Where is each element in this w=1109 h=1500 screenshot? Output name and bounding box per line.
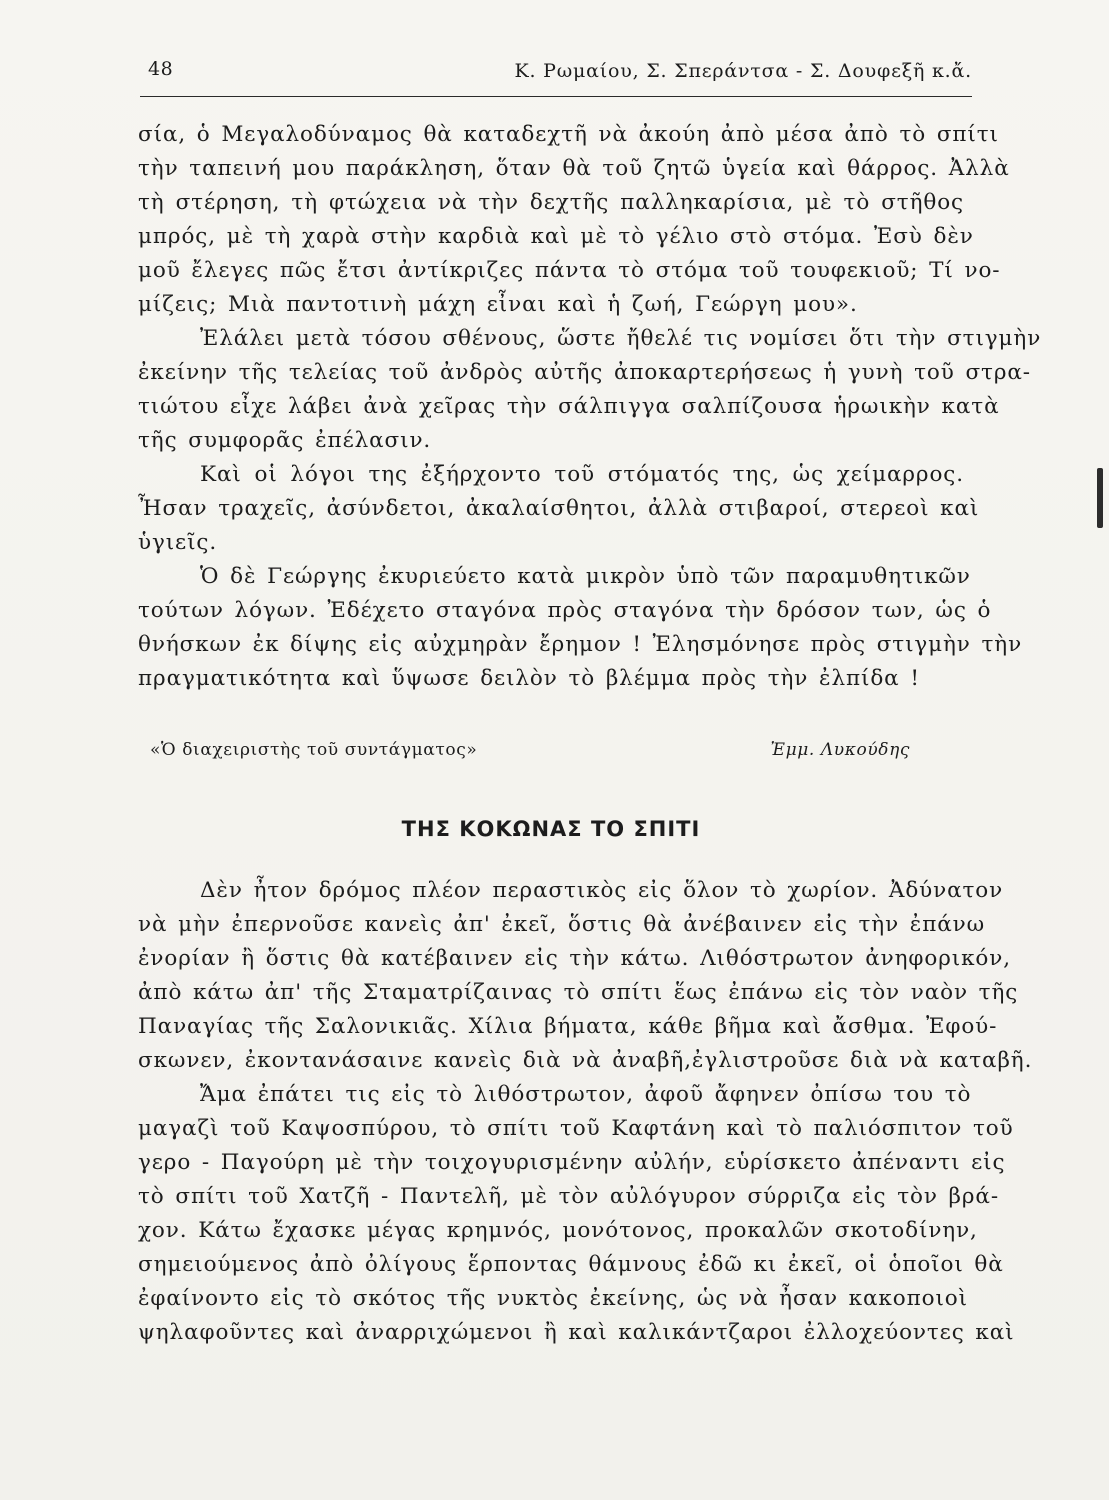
text-block-bottom [138,874,1033,1350]
text-line: ὑγιεῖς. [138,530,218,555]
text-line: μοῦ ἔλεγες πῶς ἔτσι ἀντίκριζες πάντα τὸ στόμα τοῦ τουφεκιοῦ; Τί νο- [138,258,1001,283]
section-title: ΤΗΣ ΚΟΚΩΝΑΣ ΤΟ ΣΠΙΤΙ [401,817,701,841]
text-line: τὴν ταπεινή μου παράκληση, ὅταν θὰ τοῦ ζητῶ ὑγεία καὶ θάρρος. Ἀλλὰ [138,156,1010,181]
text-line: τὴ στέρηση, τὴ φτώχεια νὰ τὴν δεχτῆς παλληκαρίσια, μὲ τὸ στῆθος [138,190,964,215]
text-line: γερο - Παγούρη μὲ τὴν τοιχογυρισμένην αὐλήν, εὑρίσκετο ἀπέναντι εἰς [138,1150,1006,1175]
text-line: μπρός, μὲ τὴ χαρὰ στὴν καρδιὰ καὶ μὲ τὸ γέλιο στὸ στόμα. Ἐσὺ δὲν [138,224,974,249]
text-line: τούτων λόγων. Ἐδέχετο σταγόνα πρὸς σταγόνα τὴν δρόσον των, ὡς ὁ [138,598,992,623]
text-line: Ἄμα ἐπάτει τις εἰς τὸ λιθόστρωτον, ἀφοῦ ἄφηνεν ὀπίσω του τὸ [200,1082,972,1107]
text-line: θνήσκων ἐκ δίψης εἰς αὐχμηρὰν ἔρημον ! Ἐλησμόνησε πρὸς στιγμὴν τὴν [138,632,1023,657]
text-line: ἀπὸ κάτω ἀπ' τῆς Σταματρίζαινας τὸ σπίτι ἕως ἐπάνω εἰς τὸν ναὸν τῆς [138,980,1019,1005]
text-line: Δὲν ἦτον δρόμος πλέον περαστικὸς εἰς ὅλον τὸ χωρίον. Ἀδύνατον [200,878,1004,903]
text-line: Ἦσαν τραχεῖς, ἀσύνδετοι, ἀκαλαίσθητοι, ἀλλὰ στιβαροί, στερεοὶ καὶ [138,496,980,521]
text-line: Ἐλάλει μετὰ τόσου σθένους, ὥστε ἤθελέ τις νομίσει ὅτι τὴν στιγμὴν [200,326,1042,351]
source-title: «Ὁ διαχειριστὴς τοῦ συντάγματος» [150,740,478,760]
text-line: Καὶ οἱ λόγοι της ἐξήρχοντο τοῦ στόματός της, ὡς χείμαρρος. [200,462,964,487]
text-line: χον. Κάτω ἔχασκε μέγας κρημνός, μονότονος, προκαλῶν σκοτοδίνην, [138,1218,978,1243]
text-line: τιώτου εἶχε λάβει ἀνὰ χεῖρας τὴν σάλπιγγα σαλπίζουσα ἡρωικὴν κατὰ [138,394,1000,419]
text-line: ἐνορίαν ἢ ὅστις θὰ κατέβαινεν εἰς τὴν κάτω. Λιθόστρωτον ἀνηφορικόν, [138,946,1011,971]
text-line: σημειούμενος ἀπὸ ὀλίγους ἕρποντας θάμνους ἐδῶ κι ἐκεῖ, οἱ ὁποῖοι θὰ [138,1252,1004,1277]
text-line: ἐφαίνοντο εἰς τὸ σκότος τῆς νυκτὸς ἐκείνης, ὡς νὰ ἦσαν κακοποιοὶ [138,1286,968,1311]
page-header [140,56,972,97]
page-edge-mark [1097,468,1103,528]
text-line: Παναγίας τῆς Σαλονικιᾶς. Χίλια βήματα, κάθε βῆμα καὶ ἄσθμα. Ἐφού- [138,1014,998,1039]
running-head: Κ. Ρωμαίου, Σ. Σπεράντσα - Σ. Δουφεξῆ κ.ἄ. [514,60,972,82]
text-line: Ὁ δὲ Γεώργης ἐκυριεύετο κατὰ μικρὸν ὑπὸ τῶν παραμυθητικῶν [200,564,971,589]
text-line: μίζεις; Μιὰ παντοτινὴ μάχη εἶναι καὶ ἡ ζωή, Γεώργη μου». [138,292,858,317]
text-line: πραγματικότητα καὶ ὕψωσε δειλὸν τὸ βλέμμα πρὸς τὴν ἐλπίδα ! [138,666,920,691]
page-number: 48 [148,58,174,80]
text-line: ψηλαφοῦντες καὶ ἀναρριχώμενοι ἢ καὶ καλικάντζαροι ἐλλοχεύοντες καὶ [138,1320,1015,1345]
author-name: Ἐμμ. Λυκούδης [770,740,910,760]
text-line: σία, ὁ Μεγαλοδύναμος θὰ καταδεχτῆ νὰ ἀκούη ἀπὸ μέσα ἀπὸ τὸ σπίτι [138,122,999,147]
text-line: μαγαζὶ τοῦ Καψοσπύρου, τὸ σπίτι τοῦ Καφτάνη καὶ τὸ παλιόσπιτον τοῦ [138,1116,1014,1141]
text-block-top [138,118,1042,696]
text-line: τῆς συμφορᾶς ἐπέλασιν. [138,428,432,453]
text-line: ἐκείνην τῆς τελείας τοῦ ἀνδρὸς αὐτῆς ἀποκαρτερήσεως ἡ γυνὴ τοῦ στρα- [138,360,1031,385]
text-line: νὰ μὴν ἐπερνοῦσε κανεὶς ἀπ' ἐκεῖ, ὅστις θὰ ἀνέβαινεν εἰς τὴν ἐπάνω [138,912,986,937]
text-line: σκωνεν, ἐκοντανάσαινε κανεὶς διὰ νὰ ἀναβῆ,ἐγλιστροῦσε διὰ νὰ καταβῆ. [138,1048,1033,1073]
text-line: τὸ σπίτι τοῦ Χατζῆ - Παντελῆ, μὲ τὸν αὐλόγυρον σύρριζα εἰς τὸν βρά- [138,1184,999,1209]
attribution [150,740,910,770]
